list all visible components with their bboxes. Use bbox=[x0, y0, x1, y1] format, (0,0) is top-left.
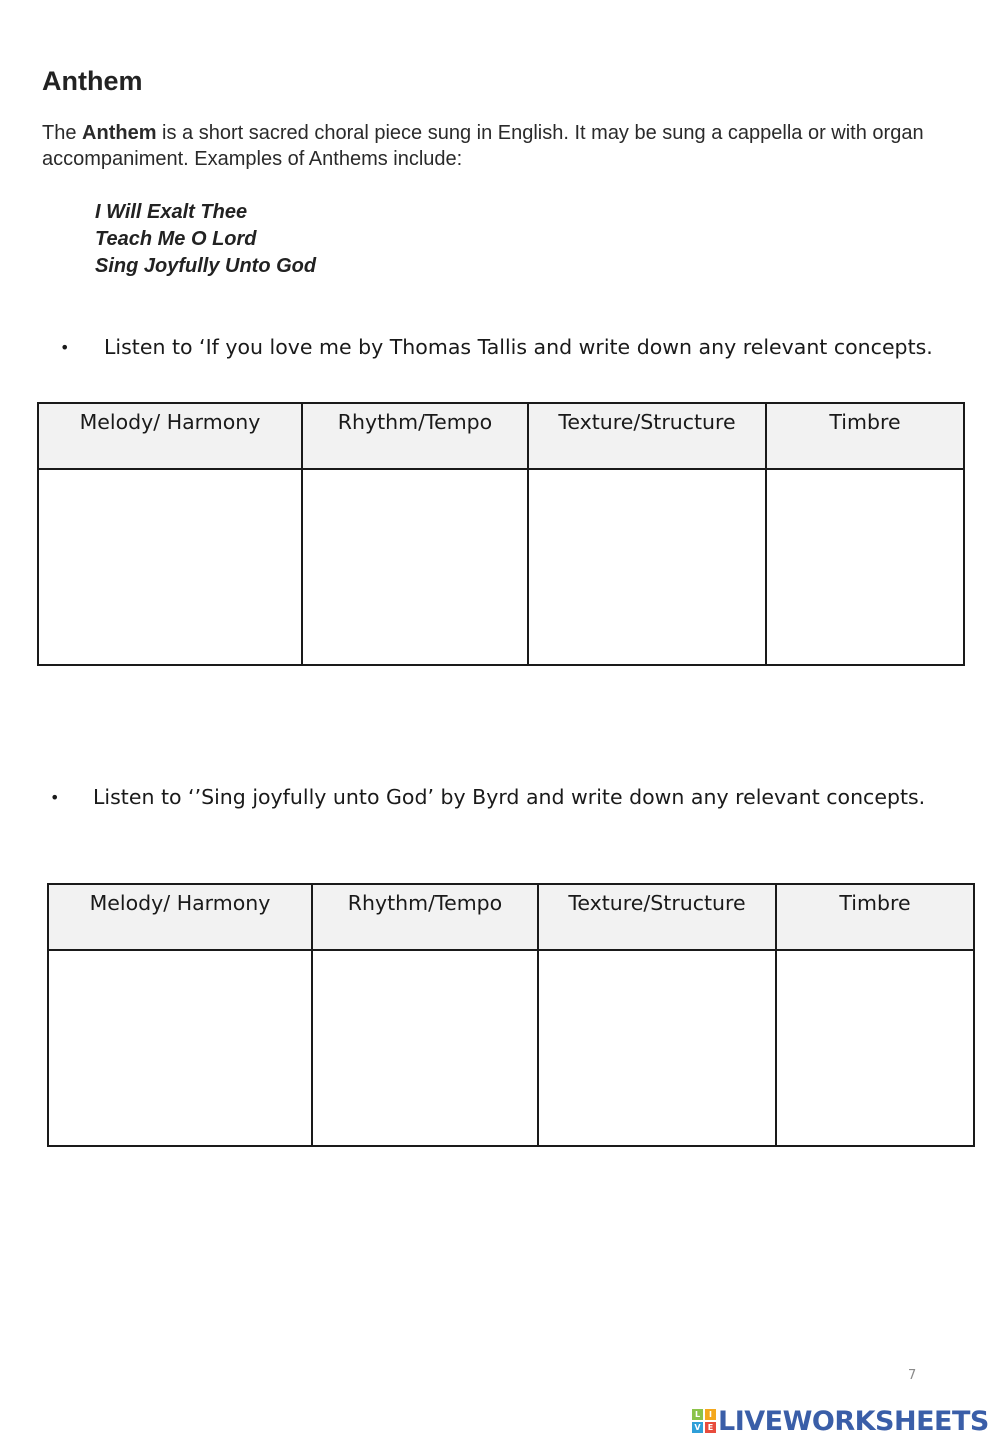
intro-rest: is a short sacred choral piece sung in English. It may be sung a cappella or with organ accompaniment. Examples of Anthems include: bbox=[42, 122, 924, 170]
liveworksheets-brand bbox=[692, 1404, 989, 1438]
answer-cell-texture-structure[interactable] bbox=[528, 469, 766, 665]
header-texture-structure: Texture/Structure bbox=[538, 884, 776, 950]
answer-cell-texture-structure[interactable] bbox=[538, 950, 776, 1146]
logo-tile: V bbox=[692, 1422, 703, 1433]
bullet-icon: • bbox=[60, 338, 70, 357]
header-melody-harmony: Melody/ Harmony bbox=[48, 884, 312, 950]
header-timbre: Timbre bbox=[766, 403, 964, 469]
page-title: Anthem bbox=[42, 66, 143, 96]
header-timbre: Timbre bbox=[776, 884, 974, 950]
intro-paragraph bbox=[42, 120, 942, 172]
anthem-example: I Will Exalt Thee bbox=[95, 201, 248, 223]
header-melody-harmony: Melody/ Harmony bbox=[38, 403, 302, 469]
logo-tile: L bbox=[692, 1409, 703, 1420]
anthem-example: Sing Joyfully Unto God bbox=[95, 255, 317, 277]
answer-cell-timbre[interactable] bbox=[776, 950, 974, 1146]
answer-cell-timbre[interactable] bbox=[766, 469, 964, 665]
task-1-instruction: Listen to ‘If you love me by Thomas Tallis and write down any relevant concepts. bbox=[104, 335, 933, 359]
answer-cell-melody-harmony[interactable] bbox=[38, 469, 302, 665]
page-number: 7 bbox=[908, 1368, 917, 1383]
table-answer-row bbox=[48, 950, 974, 1146]
logo-tile: I bbox=[705, 1409, 716, 1420]
intro-prefix: The bbox=[42, 122, 83, 144]
anthem-examples-list bbox=[95, 199, 316, 280]
task-2-instruction: Listen to ‘’Sing joyfully unto God’ by Byrd and write down any relevant concepts. bbox=[93, 785, 926, 809]
header-texture-structure: Texture/Structure bbox=[528, 403, 766, 469]
header-rhythm-tempo: Rhythm/Tempo bbox=[302, 403, 528, 469]
answer-cell-rhythm-tempo[interactable] bbox=[312, 950, 538, 1146]
liveworksheets-logo-icon bbox=[692, 1409, 716, 1433]
bullet-icon: • bbox=[50, 788, 60, 807]
header-rhythm-tempo: Rhythm/Tempo bbox=[312, 884, 538, 950]
answer-cell-rhythm-tempo[interactable] bbox=[302, 469, 528, 665]
concepts-table-2 bbox=[47, 883, 975, 1147]
brand-name: LIVEWORKSHEETS bbox=[718, 1405, 989, 1437]
concepts-table-1 bbox=[37, 402, 965, 666]
table-header-row bbox=[38, 403, 964, 469]
intro-term: Anthem bbox=[82, 122, 157, 144]
table-header-row bbox=[48, 884, 974, 950]
answer-cell-melody-harmony[interactable] bbox=[48, 950, 312, 1146]
anthem-example: Teach Me O Lord bbox=[95, 228, 257, 250]
table-answer-row bbox=[38, 469, 964, 665]
logo-tile: E bbox=[705, 1422, 716, 1433]
